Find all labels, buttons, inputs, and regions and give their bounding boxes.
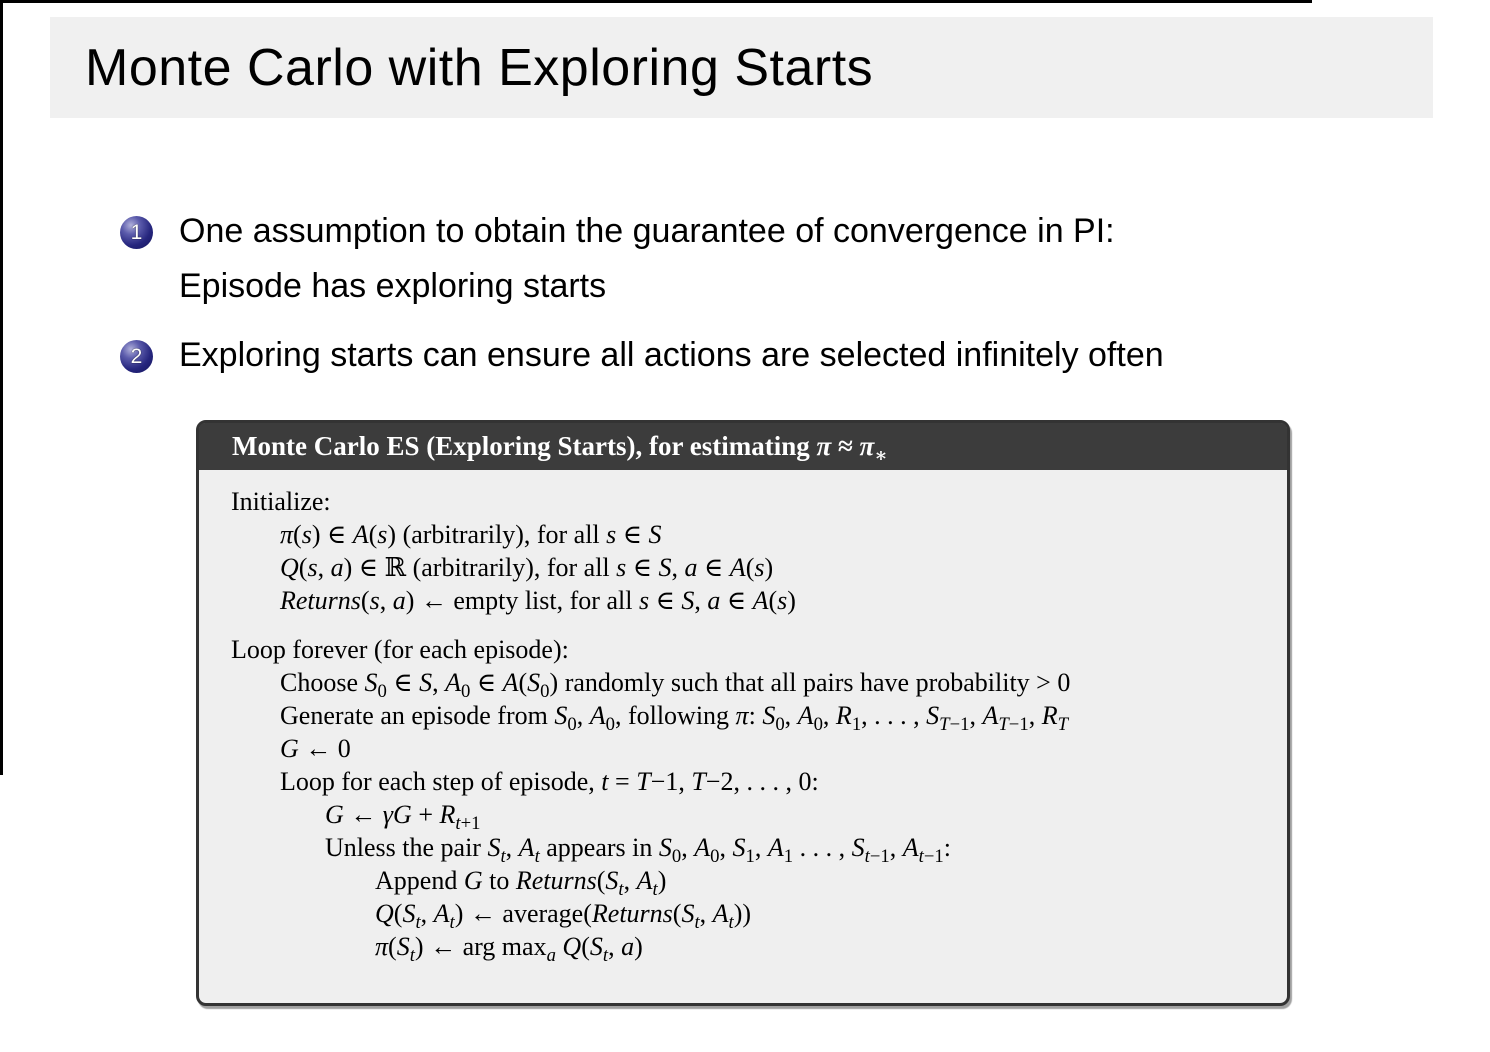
algorithm-line: G ← 0: [280, 734, 351, 763]
algorithm-body: [199, 470, 1287, 967]
title-bar: [50, 17, 1433, 118]
algorithm-line: Returns(s, a) ← empty list, for all s ∈ S, a ∈ A(s): [280, 586, 796, 615]
page-edge-top-artifact: [0, 0, 1312, 3]
bullet-text-line: Exploring starts can ensure all actions are selected infinitely often: [179, 336, 1164, 374]
bullet-text-2: [179, 328, 1164, 383]
algorithm-line: Unless the pair $S_t$, $A_t$ appears in $S_0$, $A_0$, $S_1$, $A_1$ . . . , $S_{t-1}$, $A_{t-1}$:: [325, 833, 951, 868]
algorithm-line: Initialize:: [231, 487, 331, 516]
algorithm-box: [196, 420, 1290, 1006]
algorithm-line: π(s) ∈ A(s) (arbitrarily), for all s ∈ S: [280, 520, 662, 549]
algorithm-line: Loop for each step of episode, t = T−1, T−2, . . . , 0:: [280, 767, 819, 796]
algorithm-header: [199, 423, 1287, 470]
algorithm-line: $\pi(S_t)$ ← arg $\max_a Q(S_t$, a): [375, 932, 643, 967]
algorithm-line: Generate an episode from $S_0$, $A_0$, following π: $S_0$, $A_0$, $R_1$, . . . , $S_{T-1}$, $A_{T-1}$, $R_T$: [280, 701, 1068, 736]
bullet-number: 1: [130, 221, 143, 244]
bullet-text-line: One assumption to obtain the guarantee of convergence in PI:: [179, 212, 1115, 250]
bullet-item-2: [120, 328, 1164, 383]
algorithm-line: Loop forever (for each episode):: [231, 635, 569, 664]
bullet-ball-2-icon: [120, 340, 153, 373]
bullet-ball-1-icon: [120, 216, 153, 249]
algorithm-line: $Q(S_t$, $A_t$) ← $average(Returns(S_t$, $A_t$)): [375, 899, 752, 934]
algorithm-line: G ← $\gamma G + R_{t+1}$: [325, 800, 481, 835]
algorithm-line: Choose $S_0$ ∈ S, $A_0$ ∈ $A(S_0)$ randomly such that all pairs have probability > 0: [280, 668, 1071, 703]
bullet-text-line: Episode has exploring starts: [179, 267, 607, 305]
algorithm-line: Q(s, a) ∈ ℝ (arbitrarily), for all s ∈ S, a ∈ A(s): [280, 553, 774, 582]
bullet-number: 2: [130, 345, 143, 368]
page-title: Monte Carlo with Exploring Starts: [85, 38, 874, 97]
algorithm-line: Append G to $Returns(S_t$, $A_t$): [375, 866, 667, 901]
algorithm-title: Monte Carlo ES (Exploring Starts), for estimating $\pi \approx \pi_∗$: [232, 431, 888, 467]
bullet-item-1: [120, 204, 1115, 314]
page-edge-left-artifact: [0, 0, 3, 775]
bullet-text-1: [179, 204, 1115, 314]
